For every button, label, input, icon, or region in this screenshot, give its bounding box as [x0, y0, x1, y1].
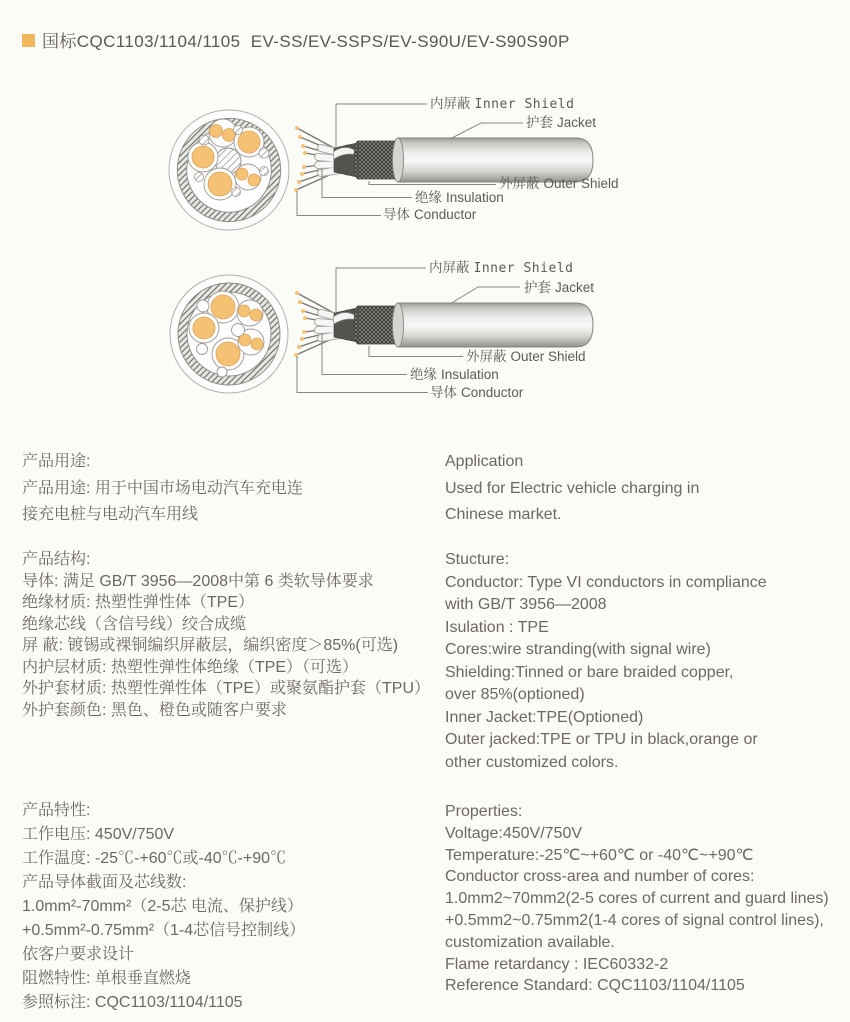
text-line: 导体: 满足 GB/T 3956—2008中第 6 类软导体要求: [22, 572, 374, 590]
label-inner-shield: 内屏蔽 Inner Shield: [429, 260, 574, 276]
text-line: 产品用途: 用于中国市场电动汽车充电连: [22, 479, 303, 497]
label-conductor: 导体 Conductor: [430, 385, 524, 400]
text-line: customization available.: [445, 933, 615, 951]
cable-diagram-shielded-type1: [150, 85, 710, 235]
wire-tips: [294, 291, 307, 357]
text-line: Conductor: Type VI conductors in compliance: [445, 573, 767, 591]
text-line: 1.0mm²-70mm²（2-5芯 电流、保护线）: [22, 898, 303, 915]
section-properties-en: [445, 801, 850, 997]
text-line: Voltage:450V/750V: [445, 824, 583, 842]
text-line: +0.5mm²-0.75mm²（1-4芯信号控制线）: [22, 922, 306, 939]
text-line: Reference Standard: CQC1103/1104/1105: [445, 977, 745, 995]
section-lines: [22, 571, 452, 722]
text-line: 工作温度: -25℃-+60℃或-40℃-+90℃: [22, 850, 287, 867]
section-heading: 产品特性:: [22, 802, 91, 819]
text-line: 绝缘芯线（含信号线）绞合成缆: [22, 615, 247, 633]
page-header: [22, 27, 570, 52]
text-line: 屏 蔽: 镀锡或裸铜编织屏蔽层，编织密度＞85%(可选): [22, 637, 399, 654]
cross-section-2: [170, 275, 288, 393]
text-line: over 85%(optioned): [445, 686, 585, 703]
text-line: Chinese market.: [445, 506, 562, 523]
section-lines: [22, 823, 452, 1015]
section-heading: 产品用途:: [22, 453, 91, 470]
section-lines: [22, 476, 452, 529]
label-outer-shield: 外屏蔽 Outer Shield: [499, 176, 619, 191]
text-line: Inner Jacket:TPE(Optioned): [445, 708, 644, 726]
wire-tips: [294, 126, 307, 192]
section-application-en: [445, 449, 850, 529]
text-line: Used for Electric vehicle charging in: [445, 479, 700, 497]
label-outer-shield: 外屏蔽 Outer Shield: [466, 349, 586, 364]
section-lines: [445, 572, 850, 775]
label-jacket: 护套 Jacket: [526, 115, 597, 130]
section-heading: Stucture:: [445, 551, 510, 568]
text-line: Outer jacked:TPE or TPU in black,orange or: [445, 731, 758, 748]
text-line: 产品导体截面及芯线数:: [22, 874, 187, 891]
text-line: 依客户要求设计: [22, 946, 135, 963]
page-title: 国标CQC1103/1104/1105 EV-SS/EV-SSPS/EV-S90U/EV-S90S90P: [42, 32, 570, 51]
cross-section-1: [169, 110, 289, 230]
section-structure-en: [445, 549, 850, 774]
label-insulation: 绝缘 Insulation: [415, 190, 504, 205]
text-line: Conductor cross-area and number of cores:: [445, 868, 755, 886]
text-line: Temperature:-25℃~+60℃ or -40℃~+90℃: [445, 846, 754, 864]
text-line: 外护套颜色: 黑色、橙色或随客户要求: [22, 701, 287, 719]
label-insulation: 绝缘 Insulation: [410, 367, 499, 382]
text-line: with GB/T 3956—2008: [445, 596, 607, 613]
jacket-cut-face: [393, 138, 404, 182]
label-jacket: 护套 Jacket: [524, 280, 595, 295]
orange-square-bullet-icon: [22, 34, 35, 47]
outer-shield-braid: [358, 306, 398, 344]
cable-diagram-shielded-type2: [150, 250, 710, 410]
section-heading: Properties:: [445, 803, 523, 820]
text-line: 绝缘材质: 热塑性弹性体（TPE）: [22, 594, 255, 611]
text-line: other customized colors.: [445, 753, 619, 771]
section-structure-cn: [22, 549, 452, 721]
section-lines: [445, 476, 850, 529]
label-conductor: 导体 Conductor: [383, 207, 477, 222]
section-properties-cn: [22, 799, 452, 1015]
text-line: +0.5mm2~0.75mm2(1-4 cores of signal control lines),: [445, 911, 824, 929]
section-application-cn: [22, 449, 452, 529]
label-inner-shield: 内屏蔽 Inner Shield: [430, 96, 575, 112]
outer-shield-braid: [358, 141, 398, 179]
text-line: Flame retardancy : IEC60332-2: [445, 955, 669, 973]
section-heading: 产品结构:: [22, 551, 91, 568]
jacket-tube: [398, 303, 593, 347]
text-line: Cores:wire stranding(with signal wire): [445, 641, 711, 658]
side-view-2: [294, 291, 593, 357]
text-line: Shielding:Tinned or bare braided copper,: [445, 663, 734, 681]
jacket-cut-face: [393, 303, 404, 347]
text-line: 阻燃特性: 单根垂直燃烧: [22, 970, 191, 987]
text-line: Isulation : TPE: [445, 618, 549, 636]
text-line: 内护层材质: 热塑性弹性体绝缘（TPE）（可选）: [22, 658, 359, 676]
section-lines: [445, 823, 850, 997]
text-line: 参照标注: CQC1103/1104/1105: [22, 994, 243, 1011]
section-heading: Application: [445, 453, 524, 470]
text-line: 外护套材质: 热塑性弹性体（TPE）或聚氨酯护套（TPU）: [22, 680, 431, 697]
text-line: 接充电桩与电动汽车用线: [22, 506, 199, 523]
text-line: 1.0mm2~70mm2(2-5 cores of current and guard lines): [445, 890, 829, 908]
text-line: 工作电压: 450V/750V: [22, 826, 175, 843]
